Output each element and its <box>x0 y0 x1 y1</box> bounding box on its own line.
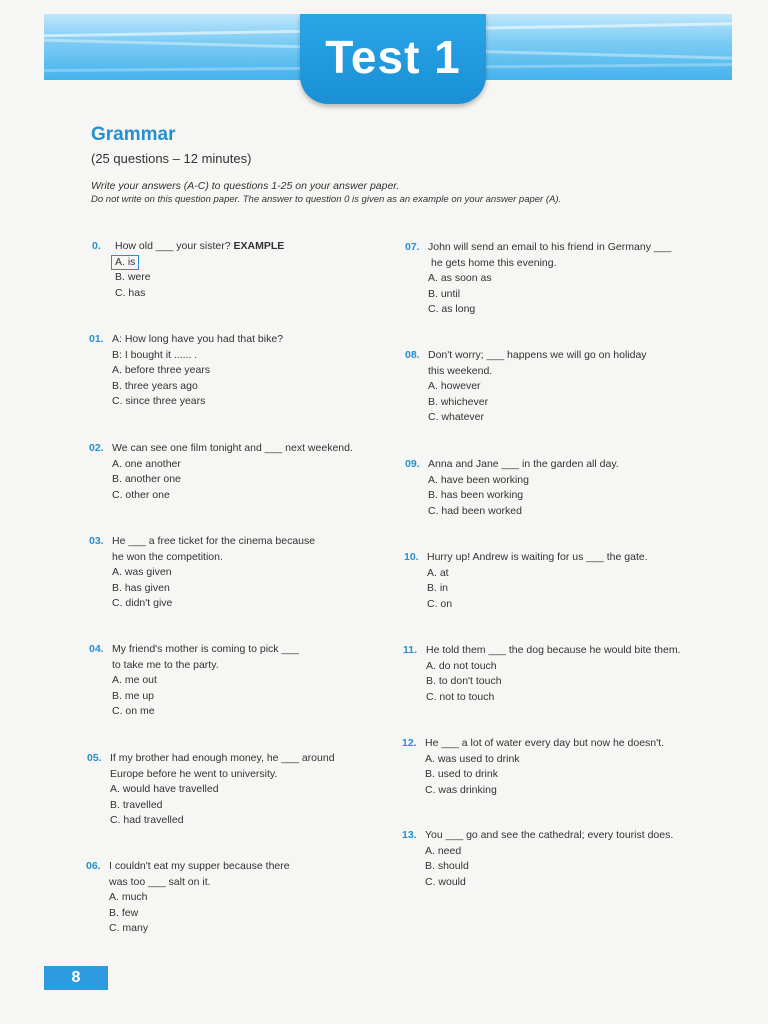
question-13 <box>402 828 673 890</box>
option-c: C. was drinking <box>425 783 497 796</box>
option-b: B. few <box>109 906 139 919</box>
option-b: B. has been working <box>428 489 524 501</box>
example-answer-box: A. is <box>111 255 139 270</box>
option-c: C. since three years <box>112 395 206 407</box>
question-text: How old ___ your sister? <box>115 240 231 252</box>
question-text: He told them ___ the dog because he would bite them. <box>426 644 681 656</box>
option-c: C. had travelled <box>110 814 184 826</box>
question-05 <box>87 751 335 829</box>
question-02 <box>89 441 353 503</box>
question-text: I couldn't eat my supper because there <box>109 860 290 872</box>
option-b: B. should <box>425 860 469 872</box>
question-text: Don't worry; ___ happens we will go on holiday <box>428 349 647 361</box>
option-a: A. much <box>109 891 148 903</box>
question-text: My friend's mother is coming to pick ___ <box>112 643 299 655</box>
option-c: C. on <box>427 597 453 610</box>
page-number-box <box>44 966 108 990</box>
option-c: C. would <box>425 875 466 888</box>
question-12 <box>402 736 664 798</box>
question-number: 08. <box>405 349 420 361</box>
option-a: A. do not touch <box>426 659 497 672</box>
option-b: B. were <box>115 271 151 283</box>
option-a: A. at <box>427 566 449 579</box>
option-b: B. until <box>428 287 461 300</box>
question-text: Anna and Jane ___ in the garden all day. <box>428 458 619 470</box>
option-c: C. had been worked <box>428 504 522 517</box>
question-text: Europe before he went to university. <box>110 767 278 780</box>
question-number: 11. <box>403 644 418 656</box>
option-c: C. whatever <box>428 411 485 423</box>
question-number: 13. <box>402 829 417 841</box>
question-03 <box>89 534 315 612</box>
option-a: A. me out <box>112 674 157 686</box>
question-number: 06. <box>86 860 101 872</box>
option-b: B. to don't touch <box>426 675 502 687</box>
example-label: EXAMPLE <box>233 240 285 252</box>
option-a: A. as soon as <box>428 272 492 284</box>
question-text: this weekend. <box>428 364 493 377</box>
test-title-tab <box>300 14 486 104</box>
instruction-2: Do not write on this question paper. The answer to question 0 is given as an example on your answer paper (A). <box>91 194 562 205</box>
option-c: C. as long <box>428 303 476 315</box>
page-number: 8 <box>71 969 81 986</box>
test-title: Test 1 <box>325 31 461 83</box>
question-text: A: How long have you had that bike? <box>112 333 284 345</box>
option-b: B. another one <box>112 473 181 485</box>
question-04 <box>89 642 299 720</box>
option-a: A. before three years <box>112 364 211 376</box>
question-text: John will send an email to his friend in Germany ___ <box>428 241 672 253</box>
option-c: C. on me <box>112 705 155 717</box>
question-07 <box>405 240 671 318</box>
question-text: If my brother had enough money, he ___ around <box>110 752 335 764</box>
section-title: Grammar <box>91 124 176 145</box>
question-number: 02. <box>89 442 104 454</box>
option-a: A. have been working <box>428 473 529 486</box>
section-subtitle: (25 questions – 12 minutes) <box>91 151 252 166</box>
option-a: A. need <box>425 844 462 857</box>
question-11 <box>403 643 681 705</box>
option-b: B. three years ago <box>112 379 198 392</box>
question-09 <box>405 457 619 519</box>
option-c: C. many <box>109 922 149 934</box>
question-10 <box>404 550 648 612</box>
question-number: 05. <box>87 752 102 764</box>
option-b: B. has given <box>112 581 170 594</box>
question-0 <box>92 239 284 301</box>
question-number: 07. <box>405 241 420 253</box>
option-a: A. one another <box>112 457 181 470</box>
question-text: He ___ a free ticket for the cinema because <box>112 535 316 547</box>
option-c: C. didn't give <box>112 597 173 609</box>
question-text: he gets home this evening. <box>431 256 557 269</box>
question-text: You ___ go and see the cathedral; every tourist does. <box>425 829 674 841</box>
question-01 <box>89 332 283 410</box>
option-a: A. would have travelled <box>110 783 219 795</box>
option-b: B. travelled <box>110 798 163 811</box>
question-number: 10. <box>404 551 419 563</box>
question-08 <box>405 348 647 426</box>
question-text: to take me to the party. <box>112 658 219 671</box>
option-b: B. me up <box>112 689 155 702</box>
question-text: He ___ a lot of water every day but now he doesn't. <box>425 737 664 749</box>
question-text: B: I bought it ...... . <box>112 348 198 361</box>
option-c: C. not to touch <box>426 690 495 703</box>
question-number: 0. <box>92 240 101 252</box>
question-number: 12. <box>402 737 417 749</box>
question-number: 03. <box>89 535 104 547</box>
option-b: B. in <box>427 582 449 594</box>
question-text: We can see one film tonight and ___ next weekend. <box>112 442 353 454</box>
question-text: he won the competition. <box>112 550 223 563</box>
option-a: A. however <box>428 380 481 392</box>
question-number: 01. <box>89 333 104 345</box>
question-number: 04. <box>89 643 104 655</box>
option-a: A. was used to drink <box>425 752 520 765</box>
option-b: B. used to drink <box>425 768 498 780</box>
option-c: C. has <box>115 286 146 299</box>
question-text: Hurry up! Andrew is waiting for us ___ the gate. <box>427 551 648 563</box>
option-a: A. was given <box>112 566 172 578</box>
option-c: C. other one <box>112 488 170 501</box>
option-b: B. whichever <box>428 395 489 408</box>
question-text: was too ___ salt on it. <box>109 875 211 888</box>
question-06 <box>86 859 290 937</box>
instruction-1: Write your answers (A-C) to questions 1-25 on your answer paper. <box>91 180 400 192</box>
question-number: 09. <box>405 458 420 470</box>
